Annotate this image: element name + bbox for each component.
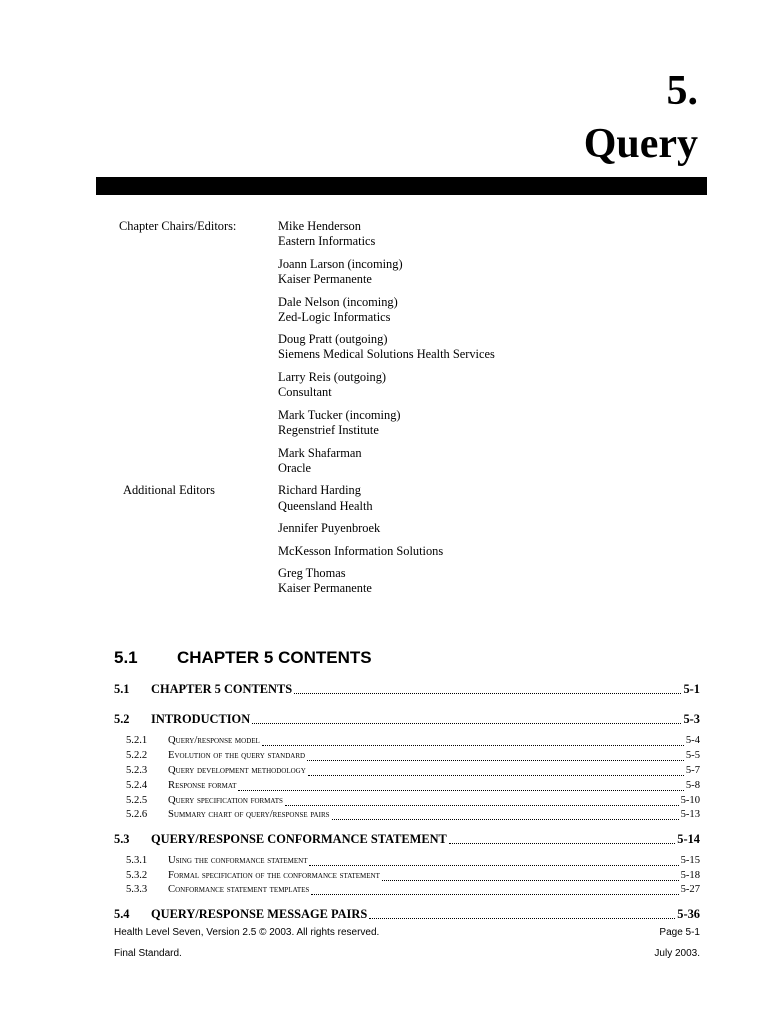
toc-title: Using the conformance statement — [168, 855, 308, 866]
footer-line-1 — [114, 927, 700, 941]
editor-name: Joann Larson (incoming) — [278, 256, 403, 271]
toc-leader — [332, 819, 679, 820]
toc-leader — [238, 790, 683, 791]
toc-leader — [449, 843, 675, 844]
toc-page: 5-15 — [680, 855, 700, 866]
toc-page: 5-36 — [677, 907, 700, 921]
chapter-title: Query — [583, 121, 698, 167]
contents-heading-text: CHAPTER 5 CONTENTS — [177, 648, 372, 667]
toc-title: QUERY/RESPONSE CONFORMANCE STATEMENT — [151, 832, 447, 846]
toc-entry[interactable] — [126, 780, 700, 794]
toc-number: 5.2.4 — [126, 780, 148, 791]
footer-line-2 — [114, 948, 700, 962]
toc-page: 5-14 — [677, 832, 700, 846]
contents-heading-number: 5.1 — [114, 648, 138, 667]
toc-number: 5.2.6 — [126, 809, 148, 820]
toc-title: Query/response model — [168, 735, 260, 746]
editor-name: McKesson Information Solutions — [278, 543, 444, 558]
toc-page: 5-5 — [685, 750, 700, 761]
editor-org: Oracle — [278, 460, 312, 475]
chairs-label: Chapter Chairs/Editors: — [119, 219, 237, 233]
editor-name: Mark Tucker (incoming) — [278, 407, 401, 422]
footer-copyright: Health Level Seven, Version 2.5 © 2003. All rights reserved. — [114, 927, 380, 938]
editor-name: Mark Shafarman — [278, 445, 362, 460]
toc-leader — [294, 693, 681, 694]
editor-org: Consultant — [278, 385, 332, 400]
toc-entry[interactable] — [126, 795, 700, 809]
toc-entry[interactable] — [114, 682, 700, 697]
footer-date: July 2003. — [654, 948, 700, 959]
toc-number: 5.3.3 — [126, 884, 148, 895]
toc-leader — [262, 745, 684, 746]
toc-number: 5.2.3 — [126, 765, 148, 776]
toc-page: 5-3 — [683, 712, 700, 726]
toc-entry[interactable] — [114, 712, 700, 727]
editor-org: Kaiser Permanente — [278, 271, 372, 286]
toc-entry[interactable] — [114, 907, 700, 922]
toc-number: 5.4 — [114, 907, 130, 921]
toc-entry[interactable] — [126, 750, 700, 764]
toc-entry[interactable] — [126, 765, 700, 779]
toc-title: Evolution of the query standard — [168, 750, 306, 761]
toc-title: Conformance statement templates — [168, 884, 310, 895]
toc-entry[interactable] — [126, 884, 700, 898]
chapter-number: 5. — [666, 68, 698, 114]
toc-number: 5.3.1 — [126, 855, 148, 866]
toc-leader — [311, 894, 678, 895]
toc-leader — [382, 880, 679, 881]
toc-title: Summary chart of query/response pairs — [168, 809, 330, 820]
toc-title: CHAPTER 5 CONTENTS — [151, 682, 293, 696]
editor-org: Siemens Medical Solutions Health Services — [278, 347, 495, 362]
toc-entry[interactable] — [126, 855, 700, 869]
toc-title: Query specification formats — [168, 795, 283, 806]
additional-editors-label: Additional Editors — [123, 483, 215, 498]
toc-leader — [309, 865, 678, 866]
toc-number: 5.2.1 — [126, 735, 148, 746]
toc-number: 5.3 — [114, 832, 130, 846]
toc-number: 5.2.2 — [126, 750, 148, 761]
toc-title: Query development methodology — [168, 765, 306, 776]
toc-leader — [369, 918, 675, 919]
toc-number: 5.3.2 — [126, 870, 148, 881]
toc-entry[interactable] — [114, 832, 700, 847]
toc-page: 5-27 — [680, 884, 700, 895]
editor-org: Regenstrief Institute — [278, 423, 379, 438]
toc-title: QUERY/RESPONSE MESSAGE PAIRS — [151, 907, 368, 921]
toc-leader — [285, 805, 679, 806]
title-rule — [96, 177, 707, 195]
toc-page: 5-8 — [685, 780, 700, 791]
toc-page: 5-18 — [680, 870, 700, 881]
toc-leader — [308, 775, 684, 776]
toc-title: INTRODUCTION — [151, 712, 251, 726]
editor-name: Richard Harding — [278, 483, 361, 498]
editor-org: Zed-Logic Informatics — [278, 309, 391, 324]
toc-leader — [252, 723, 681, 724]
editor-name: Doug Pratt (outgoing) — [278, 332, 388, 347]
footer-status: Final Standard. — [114, 948, 182, 959]
toc-number: 5.2.5 — [126, 795, 148, 806]
toc-page: 5-7 — [685, 765, 700, 776]
toc-entry[interactable] — [126, 809, 700, 823]
editors-block — [0, 219, 768, 597]
editor-name: Greg Thomas — [278, 566, 346, 581]
editor-org: Queensland Health — [278, 498, 373, 513]
toc-entry[interactable] — [126, 870, 700, 884]
toc-leader — [307, 760, 684, 761]
editor-org: Eastern Informatics — [278, 234, 376, 249]
editor-name: Larry Reis (outgoing) — [278, 370, 387, 385]
editor-org: Kaiser Permanente — [278, 581, 372, 596]
toc-page: 5-4 — [685, 735, 700, 746]
toc-title: Response format — [168, 780, 237, 791]
editor-name: Mike Henderson — [278, 219, 361, 233]
editor-name: Dale Nelson (incoming) — [278, 294, 398, 309]
toc-page: 5-13 — [680, 809, 700, 820]
toc-number: 5.1 — [114, 682, 130, 696]
toc-title: Formal specification of the conformance statement — [168, 870, 380, 881]
contents-heading — [0, 648, 768, 670]
editor-name: Jennifer Puyenbroek — [278, 521, 381, 536]
footer-page-number: Page 5-1 — [659, 927, 700, 938]
toc-page: 5-1 — [683, 682, 700, 696]
toc-entry[interactable] — [126, 735, 700, 749]
toc-page: 5-10 — [680, 795, 700, 806]
toc-number: 5.2 — [114, 712, 130, 726]
